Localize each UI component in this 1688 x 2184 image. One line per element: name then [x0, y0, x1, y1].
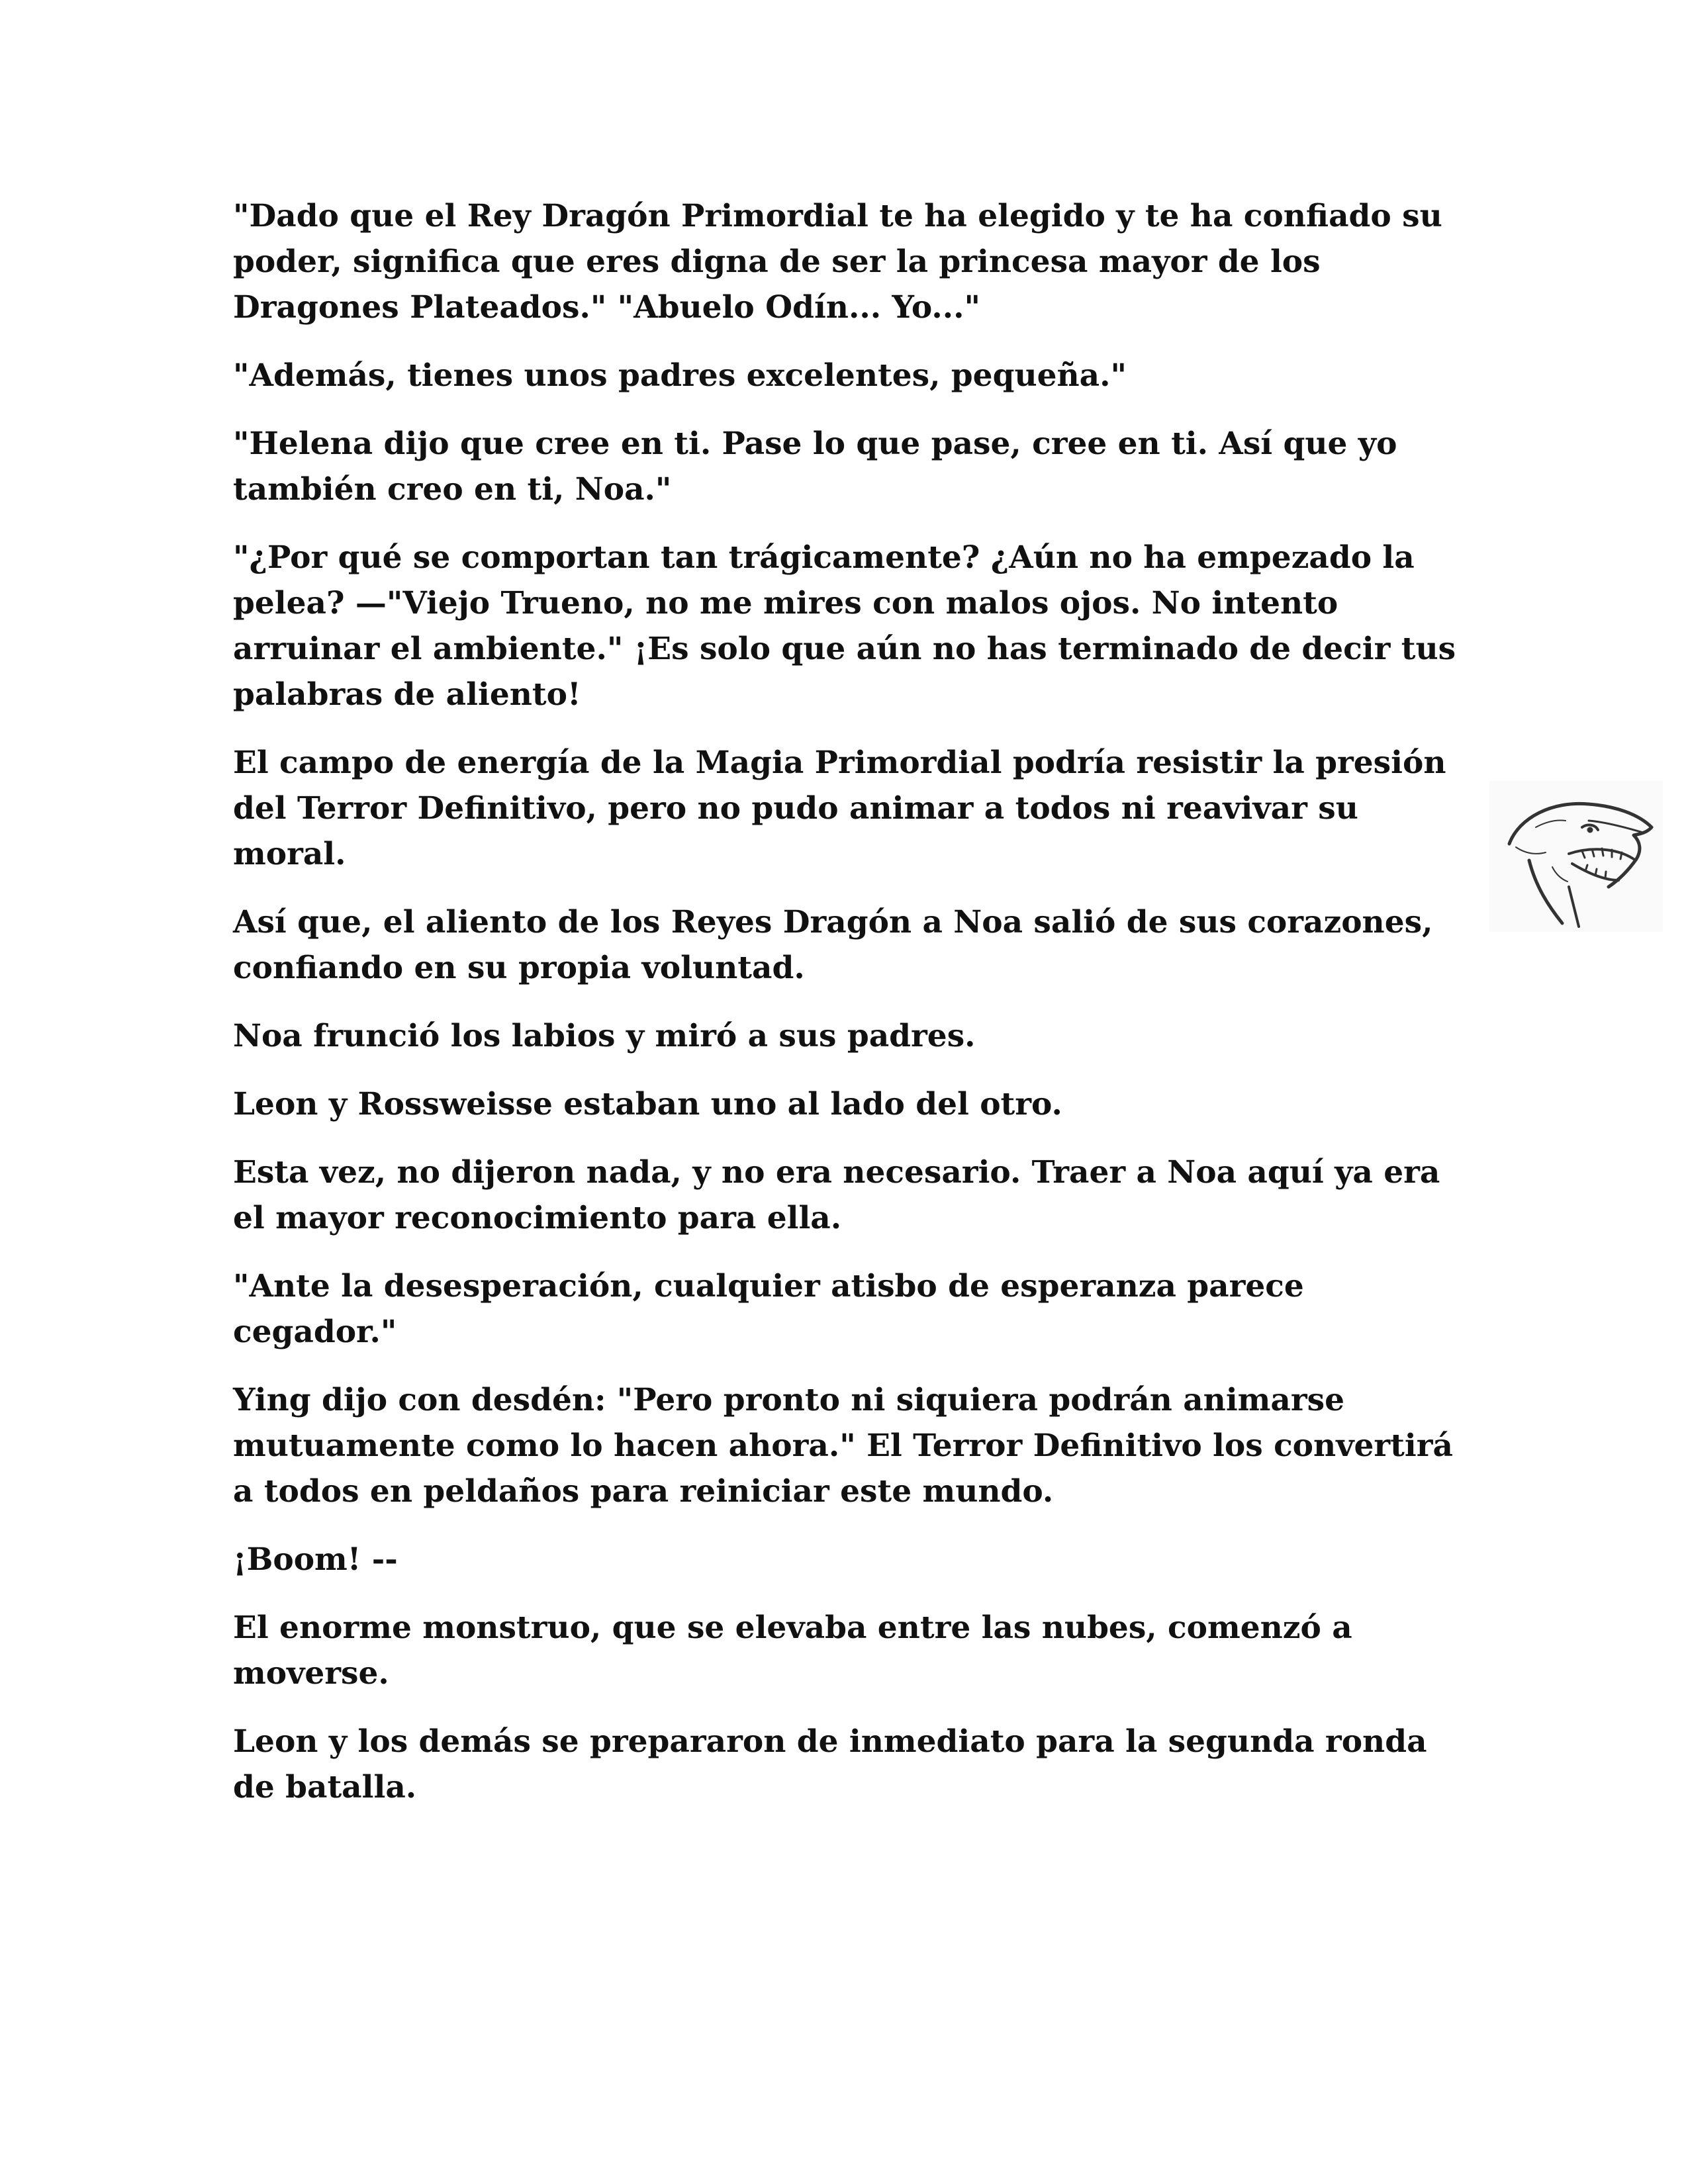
paragraph: Esta vez, no dijeron nada, y no era necesario. Traer a Noa aquí ya era el mayor reconocimiento para ella. — [233, 1154, 1440, 1236]
dinosaur-head-sketch-icon — [1489, 781, 1663, 932]
paragraph: "Ante la desesperación, cualquier atisbo de esperanza parece cegador." — [233, 1268, 1304, 1350]
paragraph: Leon y Rossweisse estaban uno al lado del otro. — [233, 1086, 1062, 1122]
paragraph: Leon y los demás se prepararon de inmediato para la segunda ronda de batalla. — [233, 1723, 1427, 1805]
paragraph: El campo de energía de la Magia Primordial podría resistir la presión del Terror Definitivo, pero no pudo animar a todos ni reavivar su moral. — [233, 745, 1446, 872]
paragraph: Así que, el aliento de los Reyes Dragón a Noa salió de sus corazones, confiando en su propia voluntad. — [233, 904, 1433, 986]
paragraph: Noa frunció los labios y miró a sus padres. — [233, 1018, 976, 1054]
paragraph: ¡Boom! -- — [233, 1541, 398, 1578]
paragraph: "¿Por qué se comportan tan trágicamente? ¿Aún no ha empezado la pelea? —"Viejo Trueno, no me mires con malos ojos. No intento arruinar el ambiente." ¡Es solo que aún no has terminado de decir tus palabras de aliento! — [233, 539, 1456, 713]
paragraph: Ying dijo con desdén: "Pero pronto ni siquiera podrán animarse mutuamente como lo hacen ahora." El Terror Definitivo los convertirá a todos en peldaños para reiniciar este mundo. — [233, 1382, 1453, 1510]
paragraph: El enorme monstruo, que se elevaba entre las nubes, comenzó a moverse. — [233, 1610, 1352, 1692]
chapter-body — [233, 193, 1458, 1833]
paragraph: "Helena dijo que cree en ti. Pase lo que pase, cree en ti. Así que yo también creo en ti, Noa." — [233, 426, 1397, 508]
paragraph: "Dado que el Rey Dragón Primordial te ha elegido y te ha confiado su poder, significa que eres digna de ser la princesa mayor de los Dragones Plateados." "Abuelo Odín... Yo..." — [233, 198, 1442, 326]
paragraph: "Además, tienes unos padres excelentes, pequeña." — [233, 357, 1127, 394]
